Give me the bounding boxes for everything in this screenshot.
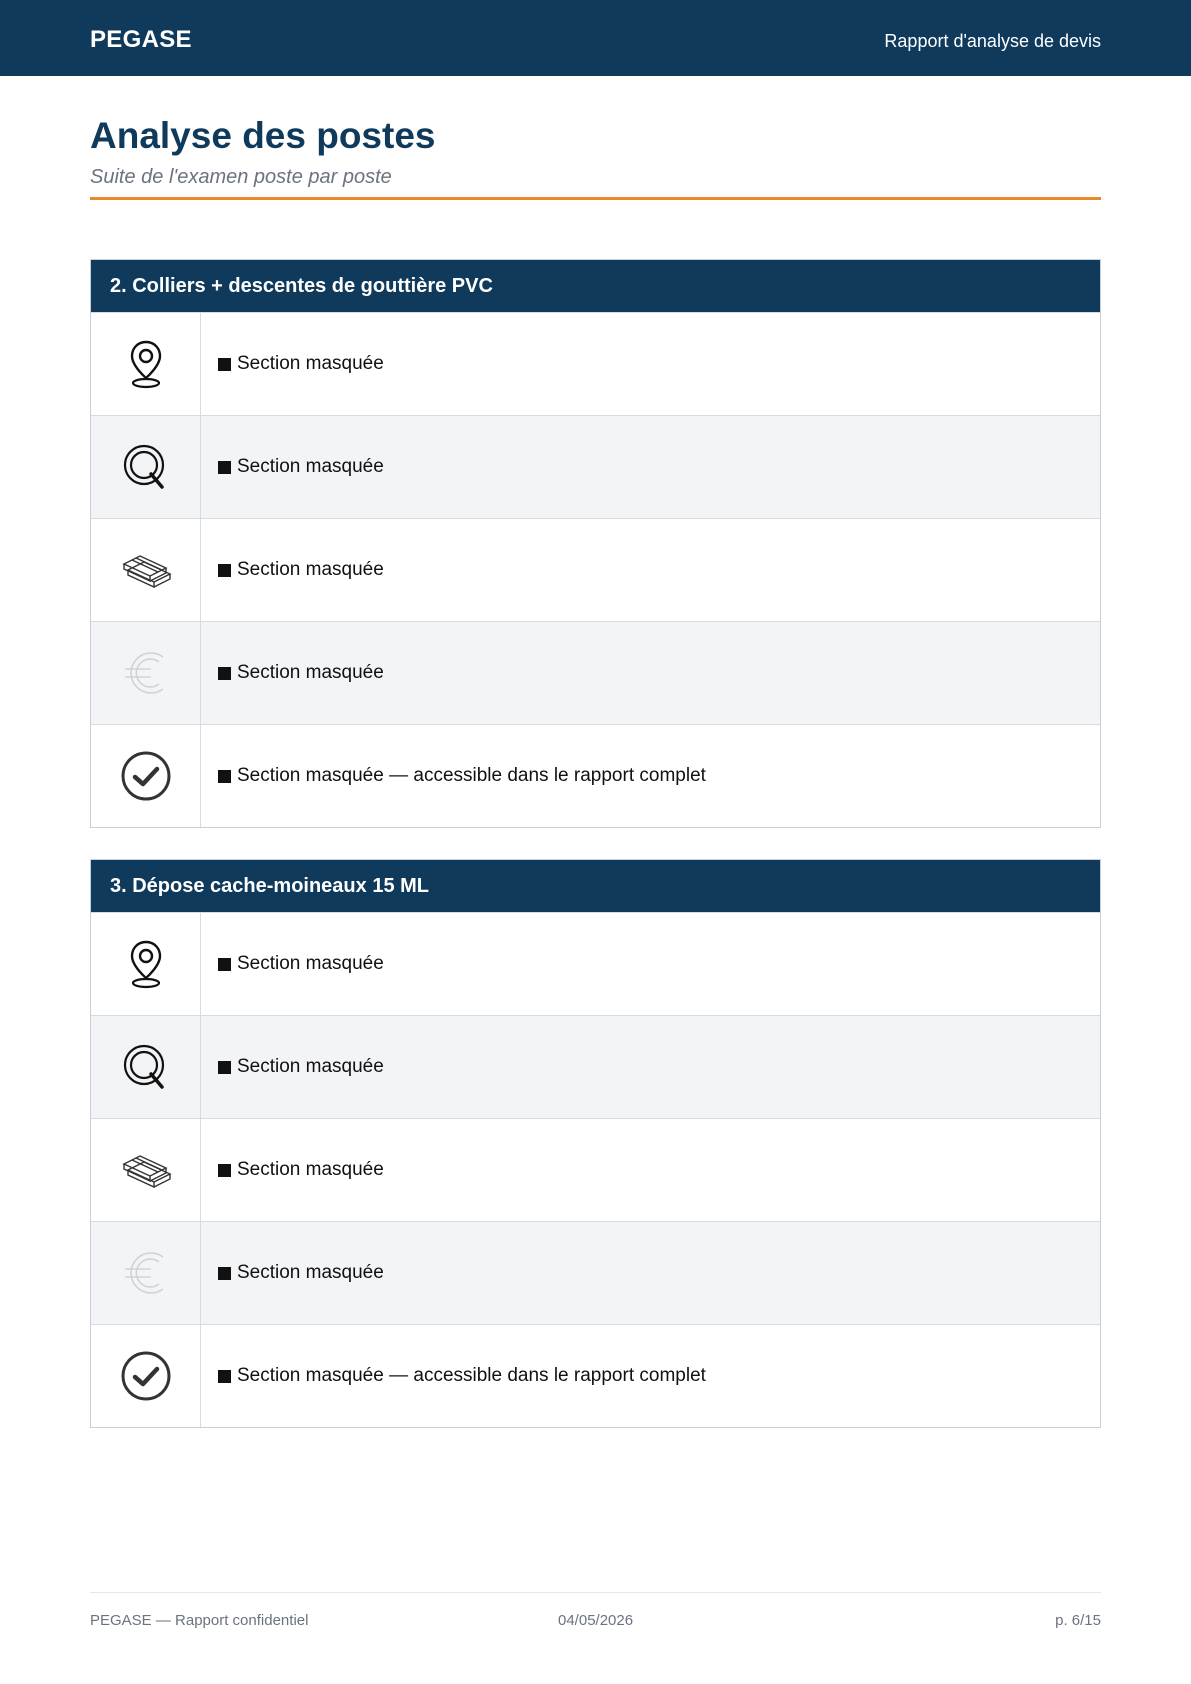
bullet-square (218, 1164, 231, 1177)
row-text: Section masquée (237, 1262, 384, 1283)
euro-icon (121, 647, 171, 699)
footer-divider (90, 1592, 1101, 1593)
section-title: 3. Dépose cache-moineaux 15 ML (91, 860, 1100, 912)
title-divider (90, 197, 1101, 200)
bullet-square (218, 958, 231, 971)
row-text: Section masquée (237, 559, 384, 580)
section-title: 2. Colliers + descentes de gouttière PVC (91, 260, 1100, 312)
brand-name: PEGASE (90, 26, 192, 53)
bullet-square (218, 770, 231, 783)
analysis-row (91, 621, 1100, 724)
check-circle-icon (120, 1350, 172, 1402)
bullet-square (218, 358, 231, 371)
analysis-row (91, 1221, 1100, 1324)
euro-icon (121, 1247, 171, 1299)
bullet-square (218, 564, 231, 577)
analysis-row (91, 1118, 1100, 1221)
location-pin-icon (126, 938, 166, 990)
row-text: Section masquée — accessible dans le rapport complet (237, 765, 706, 786)
analysis-row (91, 518, 1100, 621)
analysis-row (91, 724, 1100, 827)
section-card (90, 259, 1101, 828)
bullet-square (218, 461, 231, 474)
bullet-square (218, 1267, 231, 1280)
row-text: Section masquée (237, 1159, 384, 1180)
bullet-square (218, 1061, 231, 1074)
bullet-square (218, 667, 231, 680)
materials-planks-icon (120, 1150, 172, 1190)
page-subtitle: Suite de l'examen poste par poste (90, 166, 392, 188)
report-type-label: Rapport d'analyse de devis (884, 31, 1101, 51)
section-card (90, 859, 1101, 1428)
row-text: Section masquée (237, 1056, 384, 1077)
magnifier-icon (122, 1041, 170, 1093)
row-text: Section masquée (237, 353, 384, 374)
page-number: p. 6/15 (1055, 1612, 1101, 1629)
location-pin-icon (126, 338, 166, 390)
analysis-row (91, 415, 1100, 518)
page-title: Analyse des postes (90, 115, 436, 156)
row-text: Section masquée (237, 456, 384, 477)
analysis-row (91, 1324, 1100, 1427)
footer-date: 04/05/2026 (558, 1612, 634, 1629)
check-circle-icon (120, 750, 172, 802)
top-banner (0, 0, 1191, 76)
analysis-row (91, 912, 1100, 1015)
row-text: Section masquée (237, 662, 384, 683)
bullet-square (218, 1370, 231, 1383)
row-text: Section masquée (237, 953, 384, 974)
analysis-row (91, 1015, 1100, 1118)
materials-planks-icon (120, 550, 172, 590)
magnifier-icon (122, 441, 170, 493)
analysis-row (91, 312, 1100, 415)
footer-confidential: PEGASE — Rapport confidentiel (90, 1612, 309, 1629)
row-text: Section masquée — accessible dans le rapport complet (237, 1365, 706, 1386)
